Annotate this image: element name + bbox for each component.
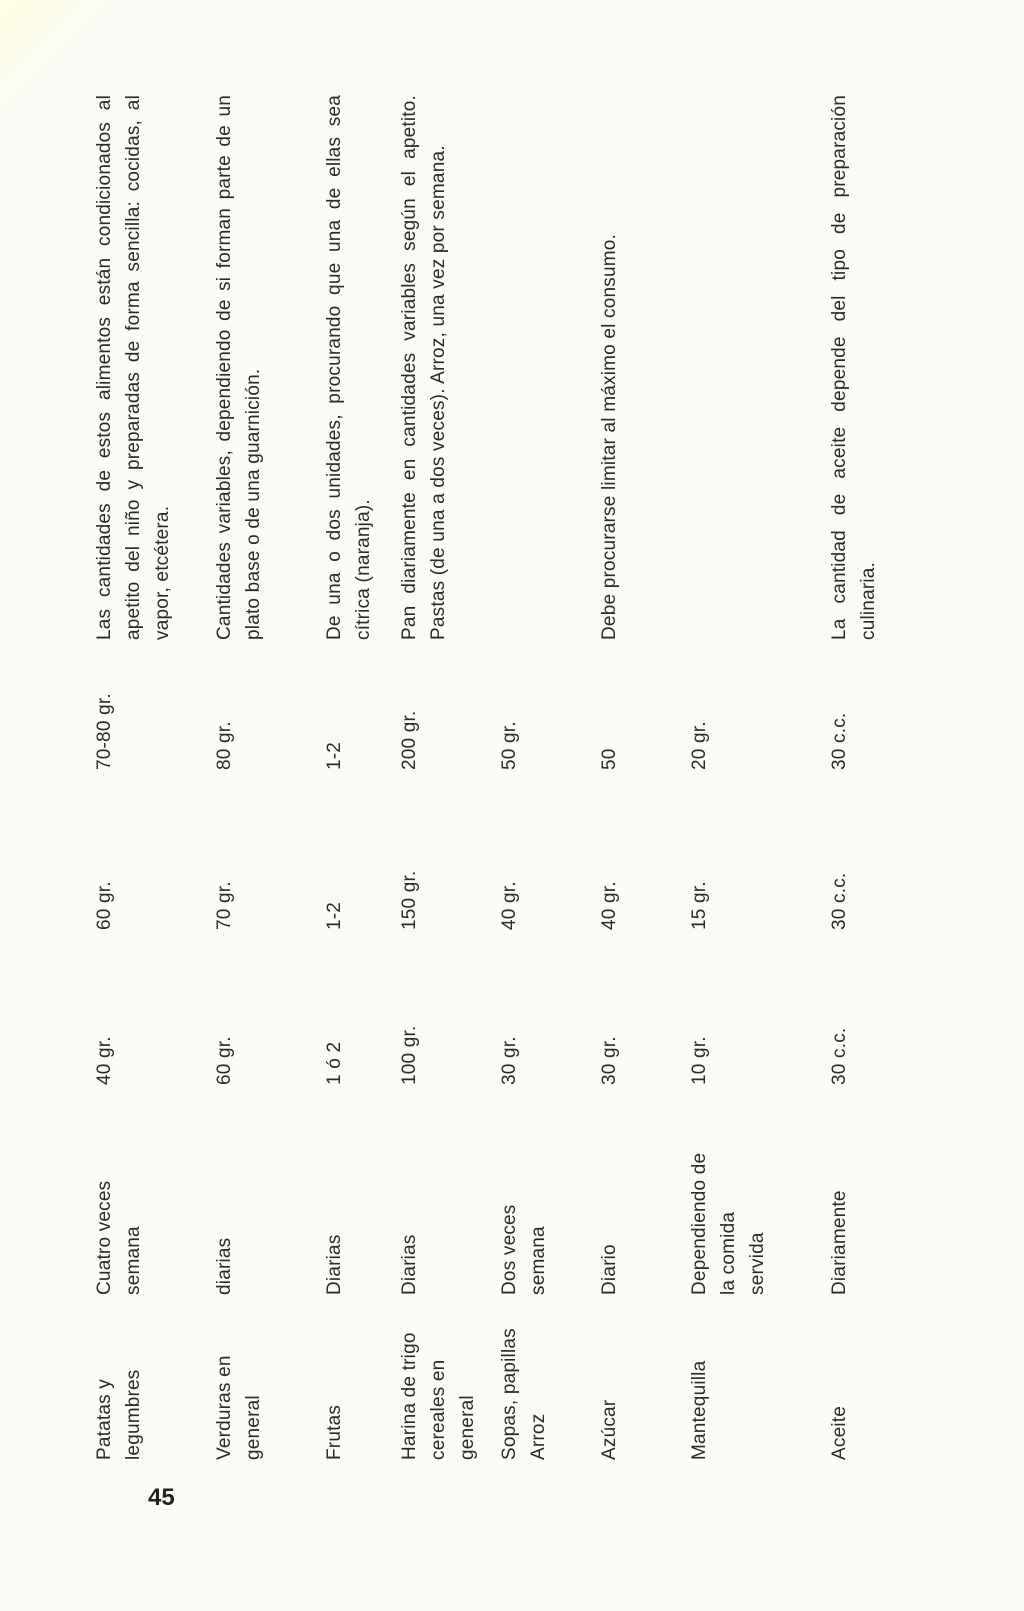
amount-c-cell: 50: [599, 748, 620, 770]
amount-a-cell: 100 gr.: [399, 1025, 420, 1085]
amount-a-cell: 30 gr.: [599, 1036, 620, 1085]
food-quantity-table: [70, 90, 930, 1460]
amount-c-cell: 200 gr.: [399, 710, 420, 770]
amount-b-cell: 1-2: [324, 901, 345, 930]
amount-a-cell: 30 c.c.: [829, 1027, 850, 1085]
amount-b-cell: 60 gr.: [94, 881, 115, 930]
amount-c-cell: 1-2: [324, 741, 345, 770]
amount-b-cell: 40 gr.: [499, 881, 520, 930]
food-name-cell: Verduras en general: [214, 1355, 264, 1460]
amount-a-cell: 40 gr.: [94, 1036, 115, 1085]
observations-cell: De una o dos unidades, procurando que una de ellas sea cítrica (naranja).: [324, 95, 374, 640]
food-name-cell: Azúcar: [599, 1399, 620, 1460]
food-name-cell: Harina de trigo cereales en general: [399, 1332, 478, 1460]
observations-cell: Pan diariamente en cantidades variables según el apetito. Pastas (de una a dos veces). Arroz, una vez por semana.: [399, 95, 449, 640]
observations-cell: La cantidad de aceite depende del tipo de preparación culinaria.: [829, 95, 879, 640]
amount-b-cell: 15 gr.: [689, 881, 710, 930]
observations-cell: Debe procurarse limitar al máximo el consumo.: [599, 233, 620, 640]
amount-a-cell: 60 gr.: [214, 1036, 235, 1085]
frequency-cell: Diariamente: [829, 1190, 850, 1295]
frequency-cell: Dos veces semana: [499, 1204, 549, 1295]
amount-a-cell: 1 ó 2: [324, 1041, 345, 1085]
amount-a-cell: 30 gr.: [499, 1036, 520, 1085]
amount-b-cell: 40 gr.: [599, 881, 620, 930]
amount-c-cell: 50 gr.: [499, 721, 520, 770]
page-number: 45: [148, 1484, 175, 1511]
food-name-cell: Sopas, papillas Arroz: [499, 1328, 549, 1460]
observations-cell: Cantidades variables, dependiendo de si forman parte de un plato base o de una guarnición.: [214, 95, 264, 640]
amount-a-cell: 10 gr.: [689, 1036, 710, 1085]
observations-cell: Las cantidades de estos alimentos están condicionados al apetito del niño y preparadas de forma sencilla: cocidas, al vapor, etcétera.: [94, 95, 173, 640]
food-name-cell: Aceite: [829, 1405, 850, 1460]
frequency-cell: Diarias: [324, 1234, 345, 1295]
frequency-cell: diarias: [214, 1237, 235, 1295]
amount-c-cell: 80 gr.: [214, 721, 235, 770]
amount-b-cell: 70 gr.: [214, 881, 235, 930]
frequency-cell: Cuatro veces semana: [94, 1180, 144, 1295]
frequency-cell: Dependiendo de la comida servida: [689, 1152, 768, 1295]
amount-c-cell: 70-80 gr.: [94, 693, 115, 770]
amount-b-cell: 30 c.c.: [829, 872, 850, 930]
amount-b-cell: 150 gr.: [399, 870, 420, 930]
food-name-cell: Frutas: [324, 1404, 345, 1460]
frequency-cell: Diario: [599, 1244, 620, 1295]
amount-c-cell: 20 gr.: [689, 721, 710, 770]
food-name-cell: Patatas y legumbres: [94, 1369, 144, 1460]
food-name-cell: Mantequilla: [689, 1360, 710, 1460]
frequency-cell: Diarias: [399, 1234, 420, 1295]
amount-c-cell: 30 c.c.: [829, 712, 850, 770]
